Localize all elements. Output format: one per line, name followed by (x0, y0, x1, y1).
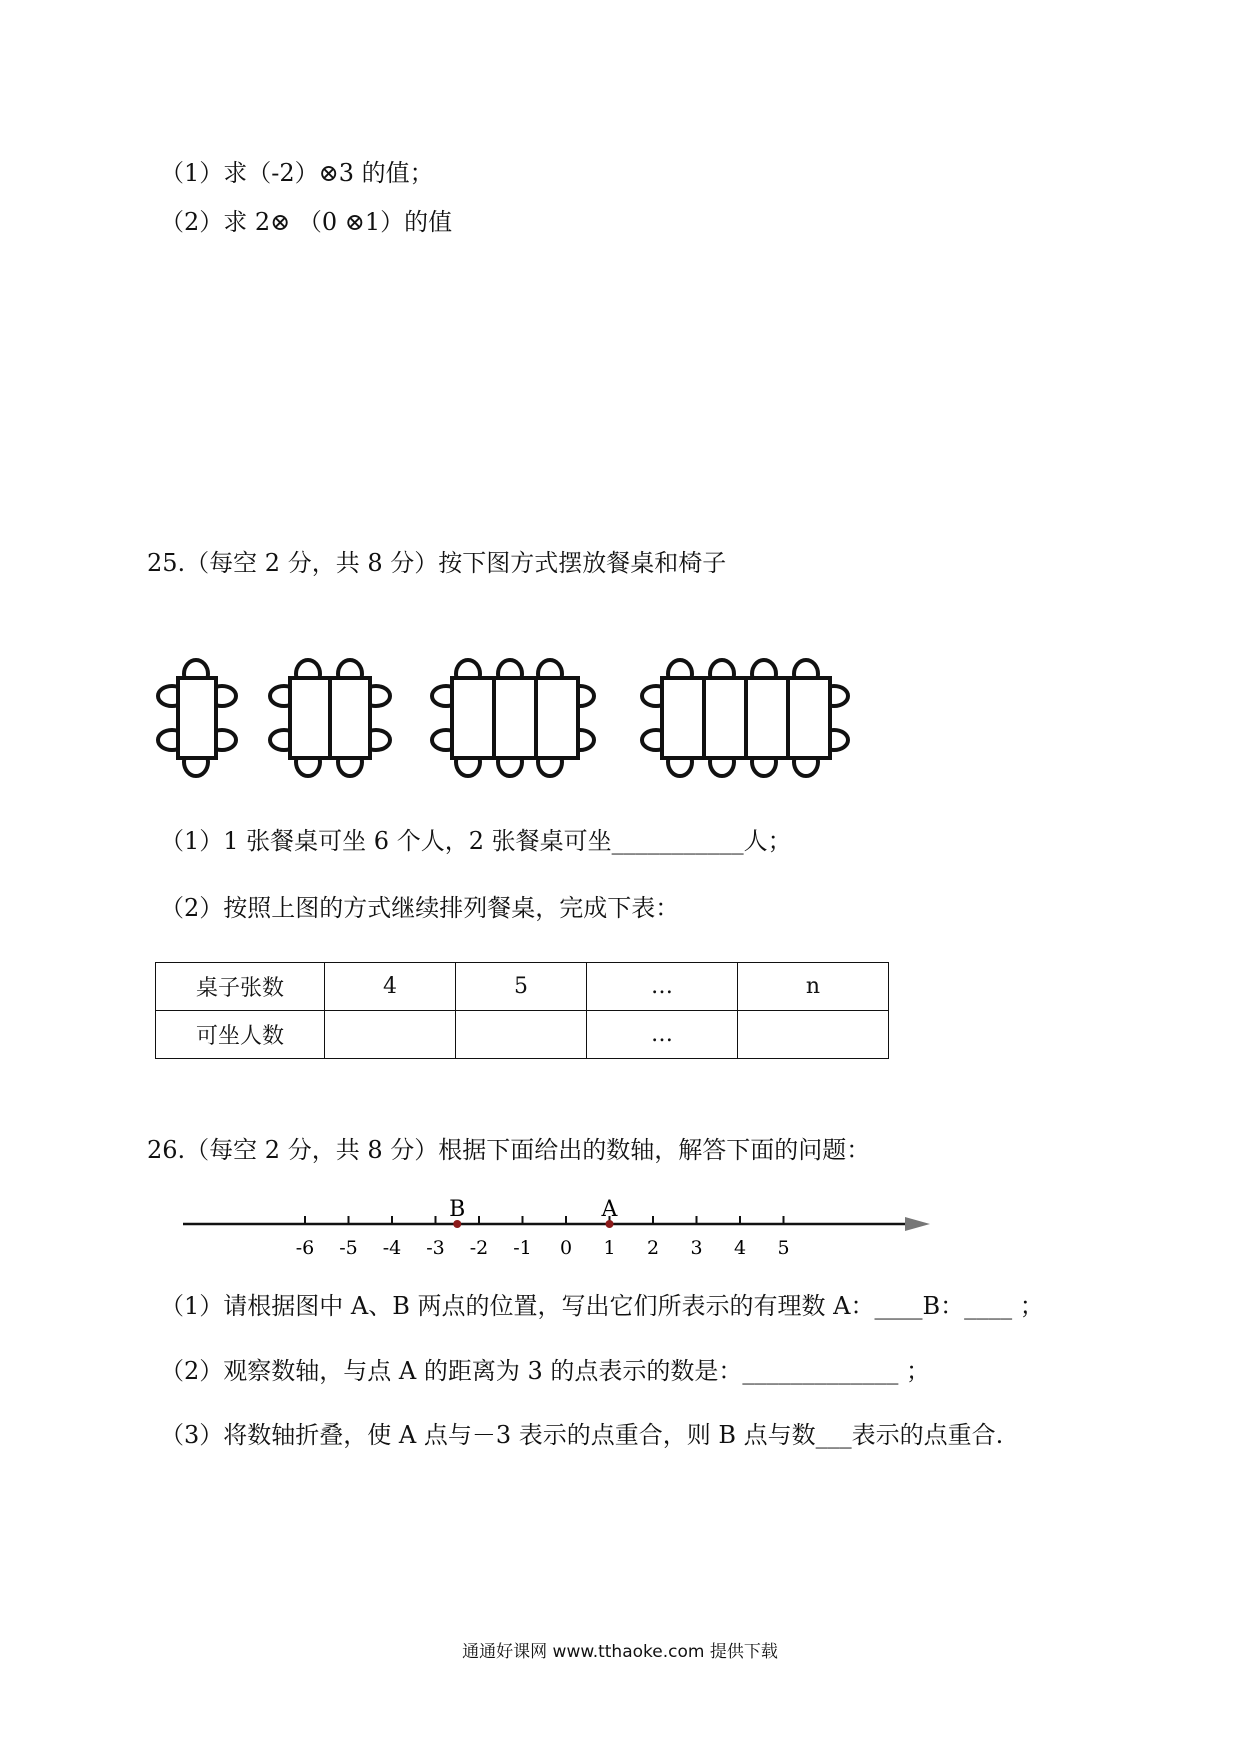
axis-tick-label: -6 (295, 1237, 315, 1259)
axis-arrow (905, 1217, 930, 1231)
axis-tick-label: -2 (469, 1237, 489, 1259)
axis-tick-label: 4 (733, 1237, 747, 1259)
answer-cell[interactable] (456, 1011, 587, 1059)
dining-tables-figure (150, 658, 870, 788)
axis-tick-label: 1 (603, 1237, 616, 1259)
number-line (175, 1190, 945, 1260)
table-group-2 (270, 660, 390, 776)
point-b-label: B (449, 1197, 466, 1222)
q26-part3: （3）将数轴折叠，使 A 点与－3 表示的点重合，则 B 点与数___表示的点重合. (160, 1421, 1004, 1449)
row-header-people: 可坐人数 (156, 1011, 325, 1059)
q25-part2: （2）按照上图的方式继续排列餐桌，完成下表： (160, 894, 680, 922)
q26-part2: （2）观察数轴，与点 A 的距离为 3 的点表示的数是：_____________ ； (160, 1357, 931, 1385)
table-cell: n (738, 963, 889, 1011)
axis-tick-label: 0 (559, 1237, 573, 1259)
table-group-1 (158, 660, 236, 776)
q25-part1-prefix: （1）1 张餐桌可坐 6 个人，2 张餐桌可坐 (160, 827, 612, 855)
point-a-label: A (601, 1197, 618, 1222)
axis-tick-label: 2 (646, 1237, 660, 1259)
axis-tick-label: -5 (339, 1237, 358, 1259)
row-header-tables: 桌子张数 (156, 963, 325, 1011)
table-cell: 4 (325, 963, 456, 1011)
tables-people-table (155, 962, 889, 1059)
q24-part2: （2）求 2⊗ （0 ⊗1）的值 (160, 208, 453, 236)
table-row (156, 1011, 889, 1059)
axis-tick-label: -4 (382, 1237, 402, 1259)
table-cell: … (587, 1011, 738, 1059)
q25-title: 25.（每空 2 分，共 8 分）按下图方式摆放餐桌和椅子 (147, 549, 727, 577)
footer: 通通好课网 www.tthaoke.com 提供下载 (462, 1642, 778, 1662)
answer-cell[interactable] (738, 1011, 889, 1059)
table-group-3 (432, 660, 594, 776)
table-group-4 (642, 660, 848, 776)
q26-title: 26.（每空 2 分，共 8 分）根据下面给出的数轴，解答下面的问题： (147, 1136, 871, 1164)
q24-part1: （1）求（-2）⊗3 的值； (160, 159, 434, 187)
answer-cell[interactable] (325, 1011, 456, 1059)
axis-tick-label: 3 (690, 1237, 703, 1259)
q25-part1-blank[interactable]: ___________ (611, 827, 744, 855)
axis-tick-label: 5 (777, 1237, 790, 1259)
q26-part1: （1）请根据图中 A、B 两点的位置，写出它们所表示的有理数 A：____B：____ ； (160, 1292, 1044, 1320)
table-row (156, 963, 889, 1011)
q25-part1-suffix: 人； (743, 827, 792, 855)
table-cell: … (587, 963, 738, 1011)
axis-tick-label: -1 (513, 1237, 532, 1259)
q25-part1 (160, 826, 792, 856)
axis-tick-label: -3 (426, 1237, 445, 1259)
table-cell: 5 (456, 963, 587, 1011)
